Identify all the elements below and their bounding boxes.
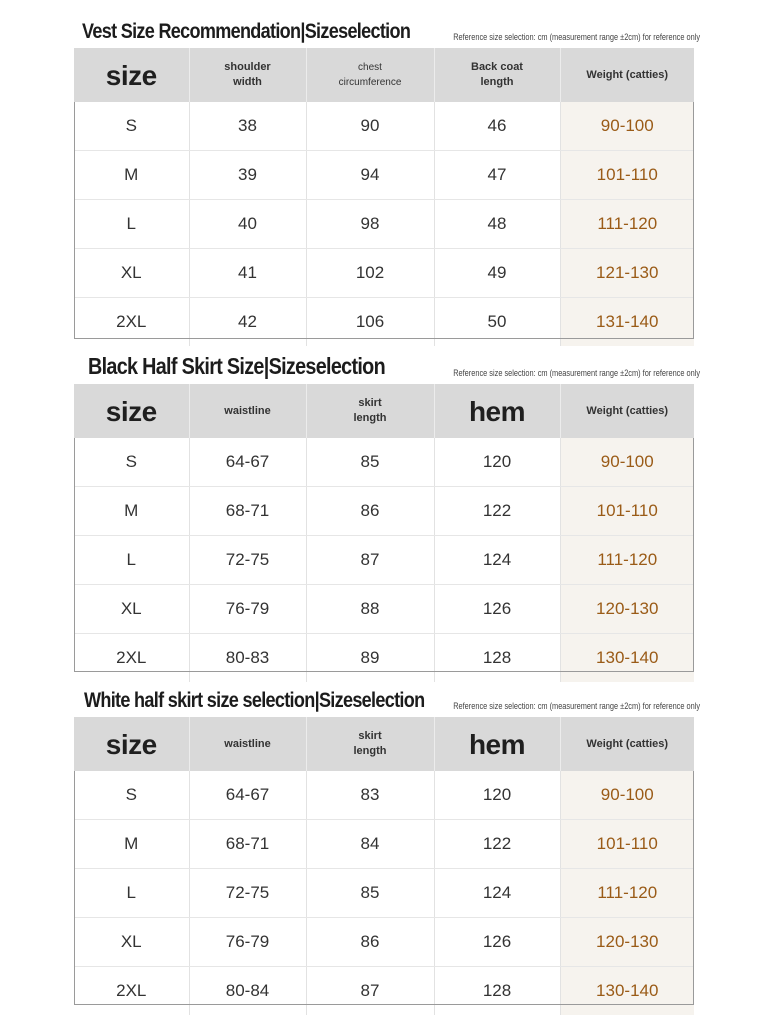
header-weight: Weight (catties) — [560, 384, 694, 438]
cell: S — [74, 771, 189, 820]
cell: XL — [74, 249, 189, 298]
weight-cell: 101-110 — [560, 820, 694, 869]
cell: 48 — [434, 200, 560, 249]
cell: 120 — [434, 438, 560, 487]
cell: 106 — [306, 298, 434, 347]
table-row — [74, 102, 694, 151]
table-header-row — [74, 717, 694, 771]
weight-cell: 120-130 — [560, 585, 694, 634]
cell: 83 — [306, 771, 434, 820]
header-hem: hem — [434, 717, 560, 771]
white-skirt-size-title: White half skirt size selection|Sizeselection — [84, 689, 425, 712]
cell: 102 — [306, 249, 434, 298]
weight-cell: 130-140 — [560, 967, 694, 1016]
header-chest-circumference: chest circumference — [306, 48, 434, 102]
cell: 122 — [434, 820, 560, 869]
cell: 46 — [434, 102, 560, 151]
table-row — [74, 771, 694, 820]
table-row — [74, 820, 694, 869]
header-waistline: waistline — [189, 384, 306, 438]
cell: L — [74, 869, 189, 918]
cell: M — [74, 151, 189, 200]
header-waistline: waistline — [189, 717, 306, 771]
black-skirt-size-section — [0, 350, 768, 667]
cell: 64-67 — [189, 438, 306, 487]
weight-cell: 130-140 — [560, 634, 694, 683]
header-skirt-length: skirt length — [306, 384, 434, 438]
weight-cell: 121-130 — [560, 249, 694, 298]
table-row — [74, 967, 694, 1016]
cell: 2XL — [74, 634, 189, 683]
cell: XL — [74, 918, 189, 967]
header-size: size — [74, 48, 189, 102]
weight-cell: 111-120 — [560, 200, 694, 249]
weight-cell: 101-110 — [560, 151, 694, 200]
cell: 128 — [434, 967, 560, 1016]
cell: 2XL — [74, 967, 189, 1016]
table-row — [74, 249, 694, 298]
table-row — [74, 869, 694, 918]
weight-cell: 111-120 — [560, 869, 694, 918]
black-skirt-size-title: Black Half Skirt Size|Sizeselection — [88, 353, 385, 379]
cell: 86 — [306, 918, 434, 967]
vest-size-section — [0, 14, 768, 331]
cell: 72-75 — [189, 869, 306, 918]
cell: 47 — [434, 151, 560, 200]
white-skirt-size-section — [0, 683, 768, 1000]
cell: L — [74, 536, 189, 585]
cell: 49 — [434, 249, 560, 298]
cell: XL — [74, 585, 189, 634]
cell: 124 — [434, 536, 560, 585]
cell: S — [74, 102, 189, 151]
table-row — [74, 200, 694, 249]
table-row — [74, 536, 694, 585]
cell: 38 — [189, 102, 306, 151]
weight-cell: 131-140 — [560, 298, 694, 347]
table-row — [74, 438, 694, 487]
cell: 88 — [306, 585, 434, 634]
table-row — [74, 918, 694, 967]
white-skirt-reference-note: Reference size selection: cm (measurement range ±2cm) for reference only — [453, 701, 700, 711]
cell: 86 — [306, 487, 434, 536]
weight-cell: 90-100 — [560, 438, 694, 487]
cell: 50 — [434, 298, 560, 347]
header-hem: hem — [434, 384, 560, 438]
cell: 68-71 — [189, 820, 306, 869]
vest-title-row — [0, 14, 768, 48]
cell: 85 — [306, 438, 434, 487]
weight-cell: 120-130 — [560, 918, 694, 967]
cell: 122 — [434, 487, 560, 536]
black-skirt-reference-note: Reference size selection: cm (measurement range ±2cm) for reference only — [453, 368, 700, 378]
cell: 42 — [189, 298, 306, 347]
cell: 98 — [306, 200, 434, 249]
cell: 87 — [306, 967, 434, 1016]
header-skirt-length: skirt length — [306, 717, 434, 771]
cell: 76-79 — [189, 585, 306, 634]
cell: 126 — [434, 918, 560, 967]
cell: 90 — [306, 102, 434, 151]
table-header-row — [74, 384, 694, 438]
cell: 80-83 — [189, 634, 306, 683]
weight-cell: 90-100 — [560, 771, 694, 820]
black-skirt-size-table — [74, 384, 694, 682]
black-skirt-title-row — [0, 350, 768, 384]
table-row — [74, 487, 694, 536]
table-row — [74, 298, 694, 347]
cell: 80-84 — [189, 967, 306, 1016]
header-back-coat-length: Back coat length — [434, 48, 560, 102]
cell: L — [74, 200, 189, 249]
vest-size-title: Vest Size Recommendation|Sizeselection — [82, 20, 411, 43]
cell: 120 — [434, 771, 560, 820]
cell: 76-79 — [189, 918, 306, 967]
vest-reference-note: Reference size selection: cm (measurement range ±2cm) for reference only — [453, 32, 700, 42]
cell: 128 — [434, 634, 560, 683]
cell: 64-67 — [189, 771, 306, 820]
cell: 89 — [306, 634, 434, 683]
vest-table-body — [74, 102, 694, 346]
cell: 84 — [306, 820, 434, 869]
cell: 41 — [189, 249, 306, 298]
table-row — [74, 585, 694, 634]
cell: 124 — [434, 869, 560, 918]
weight-cell: 101-110 — [560, 487, 694, 536]
cell: 2XL — [74, 298, 189, 347]
header-size: size — [74, 384, 189, 438]
weight-cell: 90-100 — [560, 102, 694, 151]
cell: 85 — [306, 869, 434, 918]
cell: 39 — [189, 151, 306, 200]
table-row — [74, 151, 694, 200]
cell: M — [74, 487, 189, 536]
header-weight: Weight (catties) — [560, 717, 694, 771]
cell: 126 — [434, 585, 560, 634]
header-weight: Weight (catties) — [560, 48, 694, 102]
cell: 72-75 — [189, 536, 306, 585]
black-skirt-table-body — [74, 438, 694, 682]
cell: M — [74, 820, 189, 869]
white-skirt-size-table — [74, 717, 694, 1015]
white-skirt-table-body — [74, 771, 694, 1015]
cell: 94 — [306, 151, 434, 200]
cell: 40 — [189, 200, 306, 249]
header-shoulder-width: shoulder width — [189, 48, 306, 102]
cell: 87 — [306, 536, 434, 585]
cell: S — [74, 438, 189, 487]
vest-size-table — [74, 48, 694, 346]
white-skirt-title-row — [0, 683, 768, 717]
weight-cell: 111-120 — [560, 536, 694, 585]
table-header-row — [74, 48, 694, 102]
header-size: size — [74, 717, 189, 771]
table-row — [74, 634, 694, 683]
cell: 68-71 — [189, 487, 306, 536]
